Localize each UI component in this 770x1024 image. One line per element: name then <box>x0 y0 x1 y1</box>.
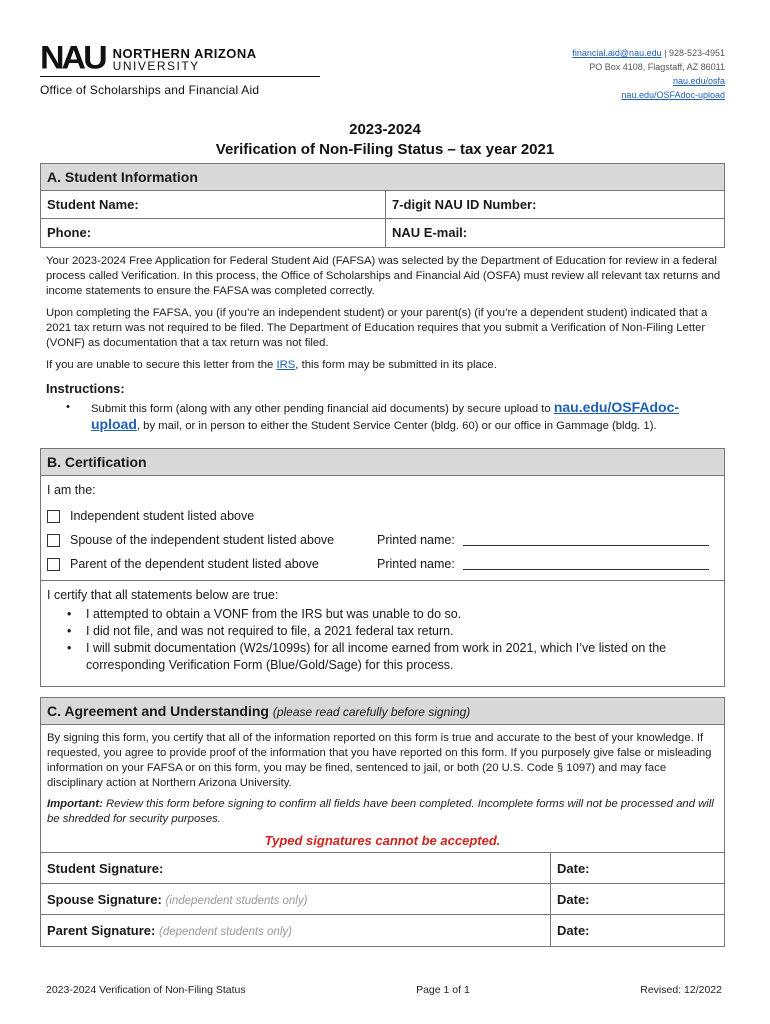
university-name-line1: NORTHERN ARIZONA <box>112 46 257 61</box>
checkbox-parent[interactable] <box>47 558 60 571</box>
form-title <box>0 120 770 160</box>
contact-info <box>572 46 725 102</box>
contact-separator: | <box>661 48 669 58</box>
page-footer <box>46 984 722 996</box>
upload-link[interactable]: nau.edu/OSFAdoc-upload <box>91 399 680 432</box>
office-name: Office of Scholarships and Financial Aid <box>40 83 260 97</box>
form-year: 2023-2024 <box>349 121 421 138</box>
section-c-heading: C. Agreement and Understanding (please read carefully before signing) <box>41 698 724 725</box>
spouse-signature-field[interactable]: Spouse Signature: (independent students only) <box>41 884 551 914</box>
section-student-information <box>40 163 725 248</box>
table-row <box>41 853 724 884</box>
table-row <box>41 915 724 946</box>
spouse-printed-name-field[interactable]: Printed name: <box>377 533 709 547</box>
list-item: • I attempted to obtain a VONF from the IRS but was unable to do so. <box>67 607 462 621</box>
typed-signature-warning: Typed signatures cannot be accepted. <box>264 833 501 848</box>
i-am-label: I am the: <box>47 483 96 497</box>
intro-paragraph-3: If you are unable to secure this letter from the IRS, this form may be submitted in its place. <box>46 359 497 371</box>
logo-mark: NAU <box>40 39 105 77</box>
student-name-field[interactable]: Student Name: <box>41 191 386 218</box>
instructions-title: Instructions: <box>46 381 125 396</box>
doc-upload-link[interactable]: nau.edu/OSFAdoc-upload <box>621 90 725 100</box>
agreement-text: By signing this form, you certify that all of the information reported on this form is true and accurate to the best of your knowledge. If requested, you agree to provide proof of the information that you have reported on this form. If you purposely give false or misleading information on your FAFSA or on this form, you may be fined, sentenced to jail, or both (20 U.S. Code § 1097) and may face disciplinary action at Northern Arizona University. <box>47 732 712 789</box>
student-signature-field[interactable]: Student Signature: <box>41 853 551 883</box>
irs-link[interactable]: IRS <box>276 359 296 371</box>
student-date-field[interactable]: Date: <box>557 861 590 876</box>
section-c-note: (please read carefully before signing) <box>272 705 471 719</box>
university-logo <box>40 39 322 97</box>
footer-form-name: 2023-2024 Verification of Non-Filing Status <box>46 984 246 996</box>
parent-printed-name-field[interactable]: Printed name: <box>377 557 709 571</box>
contact-phone: 928-523-4951 <box>668 48 725 58</box>
list-item: • I will submit documentation (W2s/1099s) for all income earned from work in 2021, which I’ve listed on the corresponding Verification Form (Blue/Gold/Sage) for this process. <box>67 641 667 672</box>
nau-id-field[interactable]: 7-digit NAU ID Number: <box>392 197 537 212</box>
contact-email-link[interactable]: financial.aid@nau.edu <box>572 48 662 58</box>
spouse-date-field[interactable]: Date: <box>557 892 590 907</box>
parent-date-field[interactable]: Date: <box>557 923 590 938</box>
footer-page-number: Page 1 of 1 <box>416 984 470 996</box>
section-certification <box>40 448 725 687</box>
section-a-heading: A. Student Information <box>41 164 724 191</box>
certify-statements <box>41 606 724 686</box>
checkbox-independent[interactable] <box>47 510 60 523</box>
bullet: • <box>66 401 70 413</box>
osfa-link[interactable]: nau.edu/osfa <box>672 76 725 86</box>
option-parent[interactable]: Parent of the dependent student listed above Printed name: <box>41 552 724 576</box>
important-note: Important: Review this form before signing to confirm all fields have been completed. Incomplete forms will not be processed and will be shredded for security purposes. <box>47 798 714 825</box>
intro-paragraph-1: Your 2023-2024 Free Application for Federal Student Aid (FAFSA) was selected by the Department of Education for review in a federal process called Verification. In this process, the Office of Scholarships and Financial Aid (OSFA) must review all relevant tax returns and income statements to ensure the FAFSA was completed correctly. <box>46 255 721 297</box>
signature-table <box>41 852 724 946</box>
option-spouse[interactable]: Spouse of the independent student listed above Printed name: <box>41 528 724 552</box>
section-b-heading: B. Certification <box>41 449 724 476</box>
form-name: Verification of Non-Filing Status – tax year 2021 <box>215 141 555 158</box>
certify-intro: I certify that all statements below are true: <box>47 588 279 602</box>
contact-address: PO Box 4108, Flagstaff, AZ 86011 <box>589 62 725 72</box>
checkbox-spouse[interactable] <box>47 534 60 547</box>
parent-signature-field[interactable]: Parent Signature: (dependent students only) <box>41 915 551 946</box>
university-name-line2: UNIVERSITY <box>112 59 200 73</box>
instruction-item: • Submit this form (along with any other pending financial aid documents) by secure upload to nau.edu/OSFAdoc-upload, by mail, or in person to either the Student Service Center (bldg. 60) or our office in Gammage (bldg. 1). <box>66 399 680 432</box>
intro-paragraph-2: Upon completing the FAFSA, you (if you’re an independent student) or your parent(s) (if you’re a dependent student) indicated that a 2021 tax return was not required to be filed. The Department of Education requires that you submit a Verification of Non-Filing Letter (VONF) as documentation that a tax return was not filed. <box>46 307 708 349</box>
section-agreement <box>40 697 725 947</box>
option-independent[interactable]: Independent student listed above <box>41 504 724 528</box>
nau-email-field[interactable]: NAU E-mail: <box>392 225 468 240</box>
phone-field[interactable]: Phone: <box>41 219 386 247</box>
table-row <box>41 884 724 915</box>
footer-revised: Revised: 12/2022 <box>640 984 722 996</box>
logo-divider <box>40 76 320 77</box>
list-item: • I did not file, and was not required to file, a 2021 federal tax return. <box>67 624 454 638</box>
